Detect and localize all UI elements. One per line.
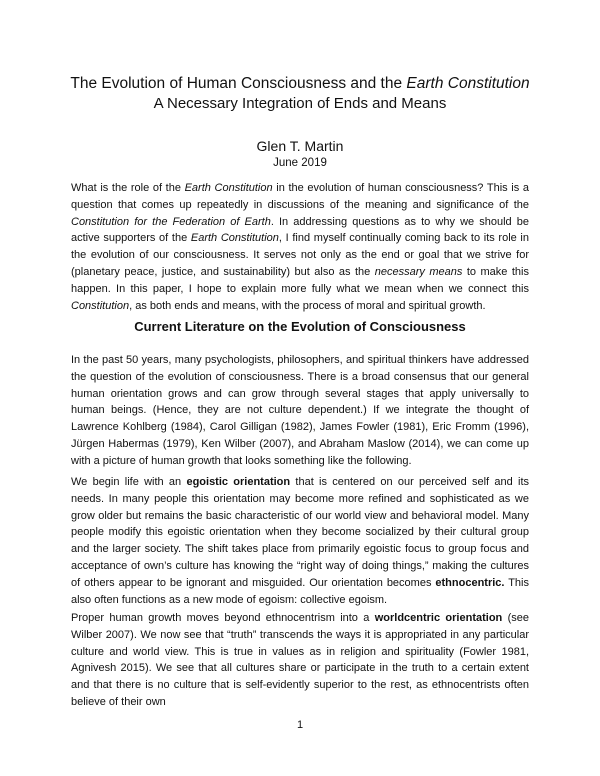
document-title: The Evolution of Human Consciousness and the Earth Constitution — [70, 75, 530, 92]
egoistic-paragraph: We begin life with an egoistic orientation that is centered on our perceived self and its needs. In many people this orientation may become more refined and sophisticated as we grow older but remains the basic characteristic of our world view and behavioral model. Many people modify this egoistic orientation when they become socialized by their cultural group and the larger society. The shift takes place from primarily egoistic focus to group focus and acceptance of own’s culture has knowing the “right way of doing things,” making the cultures of others appear to be ignorant and misguided. Our orientation becomes ethnocentric. This also often functions as a new mode of egoism: collective egoism. — [71, 476, 530, 606]
title-italic: Earth Constitution — [406, 75, 530, 92]
section-heading: Current Literature on the Evolution of Consciousness — [134, 319, 466, 334]
intro-paragraph: What is the role of the Earth Constitution in the evolution of human consciousness? This is a question that comes up repeatedly in discussions of the meaning and significance of the Constitution for the Federation of Earth. In addressing questions as to why we should be active supporters of the Earth Constitution, I find myself continually coming back to its role in the evolution of our consciousness. It serves not only as the end or goal that we strive for (planetary peace, justice, and sustainability) but also as the necessary means to make this happen. In this paper, I hope to explain more fully what we mean when we connect this Constitution, as both ends and means, with the process of moral and spiritual growth. — [71, 182, 530, 312]
document-subtitle: A Necessary Integration of Ends and Means — [153, 95, 447, 112]
publication-date: June 2019 — [273, 157, 327, 169]
author-name: Glen T. Martin — [256, 138, 344, 154]
page-number: 1 — [296, 719, 304, 731]
literature-paragraph: In the past 50 years, many psychologists, philosophers, and spiritual thinkers have addressed the question of the evolution of consciousness. There is a broad consensus that our general human orientation grows and can grow through several stages that apply universally to human beings. (Hence, they are not culture dependent.) If we integrate the thought of Lawrence Kohlberg (1984), Carol Gilligan (1982), James Fowler (1981), Eric Fromm (1996), Jürgen Habermas (1979), Ken Wilber (2007), and Abraham Maslow (2014), we can come up with a picture of human growth that looks something like the following. — [71, 354, 529, 467]
worldcentric-paragraph: Proper human growth moves beyond ethnocentrism into a worldcentric orientation (see Wilber 2007). We now see that “truth” transcends the ways it is appropriated in any particular culture and world view. This is true in values as in religion and spirituality (Fowler 1981, Agnivesh 2015). We see that all cultures share or participate in the truth to a certain extent and that there is no culture that is self-evidently superior to the rest, as ethnocentrists often believe of their own — [71, 612, 529, 708]
